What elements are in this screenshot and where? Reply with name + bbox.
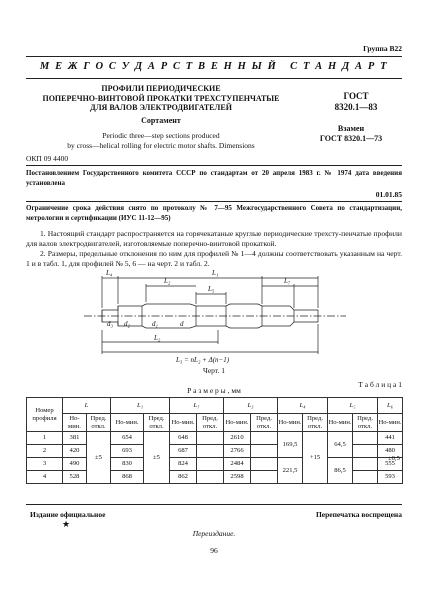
label-L3-formula: L₃ = nL₂ + Δ(n−1) <box>176 356 230 364</box>
header-L4: L₄ <box>278 398 328 414</box>
header-L7: L₇ <box>170 398 224 414</box>
L6-deviation: ±0,5 <box>388 455 400 462</box>
footer-reprint: Перепечатка воспрещена <box>315 510 402 519</box>
paragraph-2: 2. Размеры, предельные отклонения по ним для профилей № 1—4 должны соответствовать указанным на черт. 1 и в табл. 1, для профилей № 5, 6 — на черт. 2 и табл. 2. <box>26 249 402 268</box>
footer-official: Издание официальное <box>30 510 106 519</box>
subheader-nom: Но-мин. <box>170 414 197 432</box>
limitation-text: Ограничение срока действия снято по протоколу № 7—95 Межгосударственного Совета по стандартизации, метрологии и сертификации (ИУС 11-12—95) <box>26 204 402 222</box>
paragraph-1: 1. Настоящий стандарт распространяется на горячекатаные круглые периодические трехсту-пенчатые профили для валов электродвигателей, изготовляемые поперечно-винтовой прокаткой. <box>26 229 402 248</box>
okp-code: ОКП 09 4400 <box>26 154 69 163</box>
label-L2: L₂ <box>154 334 161 342</box>
table-row: 3 490 830 824 2484 221,5 86,5 555 <box>27 458 403 471</box>
subheader-dev: Пред. откл. <box>353 414 378 432</box>
table-row: 2 420 693 687 2766 480 <box>27 445 403 458</box>
subheader-nom: Но-мин. <box>328 414 353 432</box>
table-caption: Р а з м е р ы , мм <box>187 386 241 395</box>
header-L: L <box>63 398 111 414</box>
replaces-block: Взамен ГОСТ 8320.1—73 <box>319 124 383 143</box>
date-rule <box>26 201 402 202</box>
table-row: 4 528 868 862 2598 593 <box>27 471 403 484</box>
label-L4: L₄ <box>106 269 113 277</box>
subheader-nom: Но-мин. <box>278 414 303 432</box>
top-rule <box>26 56 402 57</box>
label-d2: d₂ <box>124 320 130 328</box>
dimensions-table <box>26 397 403 484</box>
gost-block: ГОСТ 8320.1—83 <box>334 91 378 112</box>
label-L1: L₁ <box>212 269 219 277</box>
header-profile: Номер профиля <box>27 398 63 432</box>
label-d3: d₃ <box>107 320 113 328</box>
reprint-note: Переиздание. <box>192 529 236 538</box>
label-L5: L₅ <box>208 285 215 293</box>
subheader-dev: Пред. откл. <box>87 414 111 432</box>
title-en: Periodic three—step sections produced by cross—helical rolling for electric motor shafts. Dimensions <box>67 131 255 150</box>
label-d1: d₁ <box>152 320 158 328</box>
header-L6: L₆ <box>378 398 403 414</box>
label-L2-top: L₂ <box>164 277 171 285</box>
subheader-nom: Но-мин. <box>224 414 251 432</box>
decree-text: Постановлением Государственного комитета СССР по стандартам от 20 апреля 1983 г. № 1974 дата введения установлена <box>26 169 402 187</box>
table-row: 1 381 ±5 654 ±5 648 2610 169,5 +15 64,5 441 <box>27 432 403 445</box>
group-label: Группа В22 <box>363 44 402 53</box>
label-d: d <box>180 320 184 328</box>
page-number: 96 <box>210 546 218 555</box>
header-L3: L₃ <box>224 398 278 414</box>
footer-rule <box>26 504 402 505</box>
subtitle-ru: Сортамент <box>141 116 181 125</box>
subheader-dev: Пред. откл. <box>251 414 278 432</box>
subheader-nom: Но-мин. <box>63 414 87 432</box>
subheader-nom: Но-мин. <box>111 414 144 432</box>
subheader-nom: Но-мин. <box>378 414 403 432</box>
figure-caption: Черт. 1 <box>202 366 226 375</box>
label-L7: L₇ <box>284 277 291 285</box>
banner-rule <box>26 78 402 79</box>
subheader-dev: Пред. откл. <box>197 414 224 432</box>
subheader-dev: Пред. откл. <box>144 414 170 432</box>
header-L1: L₁ <box>111 398 170 414</box>
effective-date: 01.01.85 <box>375 190 402 199</box>
shaft-drawing <box>80 268 350 368</box>
okp-rule <box>26 165 402 166</box>
header-L5: L₅ <box>328 398 378 414</box>
star-icon: ★ <box>62 519 71 529</box>
table-label: Т а б л и ц а 1 <box>358 380 402 389</box>
title-ru: ПРОФИЛИ ПЕРИОДИЧЕСКИЕ ПОПЕРЕЧНО-ВИНТОВОЙ ПРОКАТКИ ТРЕХСТУПЕНЧАТЫЕ ДЛЯ ВАЛОВ ЭЛЕКТРОДВИГАТЕЛЕЙ <box>42 84 280 112</box>
standard-banner: М Е Ж Г О С У Д А Р С Т В Е Н Н Ы Й С Т А Н Д А Р Т <box>39 61 389 72</box>
subheader-dev: Пред. откл. <box>303 414 328 432</box>
